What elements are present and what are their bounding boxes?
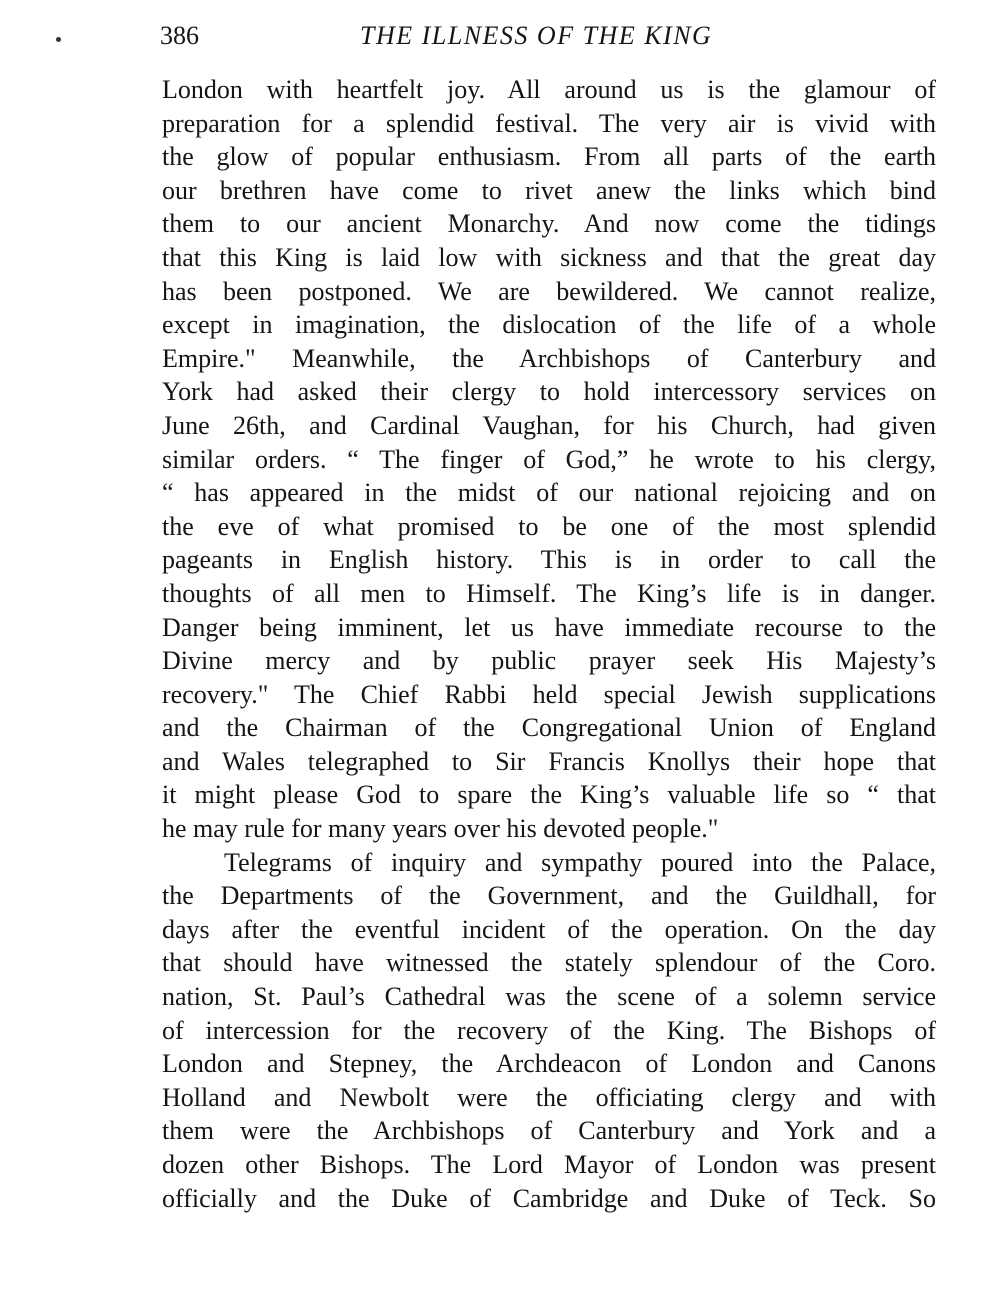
page-number: 386 [160, 21, 199, 50]
text-line: the eve of what promised to be one of the most splendid [162, 511, 936, 541]
text-line: Empire." Meanwhile, the Archbishops of Canterbury and [162, 343, 936, 373]
text-line: June 26th, and Cardinal Vaughan, for his Church, had given [162, 410, 936, 440]
text-line: pageants in English history. This is in order to call the [162, 545, 936, 575]
text-line: the glow of popular enthusiasm. From all parts of the earth [162, 142, 936, 172]
running-title: THE ILLNESS OF THE KING [360, 21, 713, 50]
text-line: has been postponed. We are bewildered. We cannot realize, [162, 276, 936, 306]
paragraph-end-line: he may rule for many years over his devoted people." [162, 814, 719, 844]
text-line: London and Stepney, the Archdeacon of London and Canons [162, 1049, 936, 1079]
text-line: York had asked their clergy to hold intercessory services on [162, 377, 936, 407]
text-line: dozen other Bishops. The Lord Mayor of London was present [162, 1150, 936, 1179]
paragraph-start-line: Telegrams of inquiry and sympathy poured into the Palace, [224, 847, 936, 877]
text-line: Divine mercy and by public prayer seek His Majesty’s [162, 646, 936, 676]
text-line: them to our ancient Monarchy. And now come the tidings [162, 209, 936, 239]
text-line: officially and the Duke of Cambridge and Duke of Teck. So [162, 1183, 936, 1213]
text-line: days after the eventful incident of the operation. On the day [162, 914, 936, 944]
margin-speck [56, 37, 61, 42]
text-line: “ has appeared in the midst of our national rejoicing and on [162, 478, 936, 508]
text-line: and Wales telegraphed to Sir Francis Knollys their hope that [162, 746, 936, 776]
text-line: nation, St. Paul’s Cathedral was the scene of a solemn service [162, 982, 936, 1012]
text-line: thoughts of all men to Himself. The King’s life is in danger. [162, 578, 936, 608]
text-line: recovery." The Chief Rabbi held special Jewish supplications [162, 679, 936, 709]
text-line: that this King is laid low with sickness and that the great day [162, 242, 936, 272]
text-line: our brethren have come to rivet anew the links which bind [162, 175, 936, 205]
text-line: them were the Archbishops of Canterbury and York and a [162, 1116, 936, 1146]
text-line: the Departments of the Government, and the Guildhall, for [162, 881, 936, 911]
page-header [160, 18, 940, 54]
text-line: except in imagination, the dislocation of the life of a whole [162, 310, 936, 340]
text-line: Danger being imminent, let us have immediate recourse to the [162, 612, 936, 642]
body-text [162, 73, 936, 1215]
text-line: it might please God to spare the King’s valuable life so “ that [162, 780, 936, 810]
text-line: similar orders. “ The finger of God,” he wrote to his clergy, [162, 444, 936, 474]
text-line: of intercession for the recovery of the King. The Bishops of [162, 1015, 936, 1045]
text-line: London with heartfelt joy. All around us is the glamour of [162, 75, 936, 104]
text-line: and the Chairman of the Congregational Union of England [162, 713, 936, 743]
text-line: preparation for a splendid festival. The very air is vivid with [162, 108, 936, 138]
text-line: Holland and Newbolt were the officiating clergy and with [162, 1082, 936, 1112]
text-line: that should have witnessed the stately splendour of the Coro. [162, 948, 936, 978]
